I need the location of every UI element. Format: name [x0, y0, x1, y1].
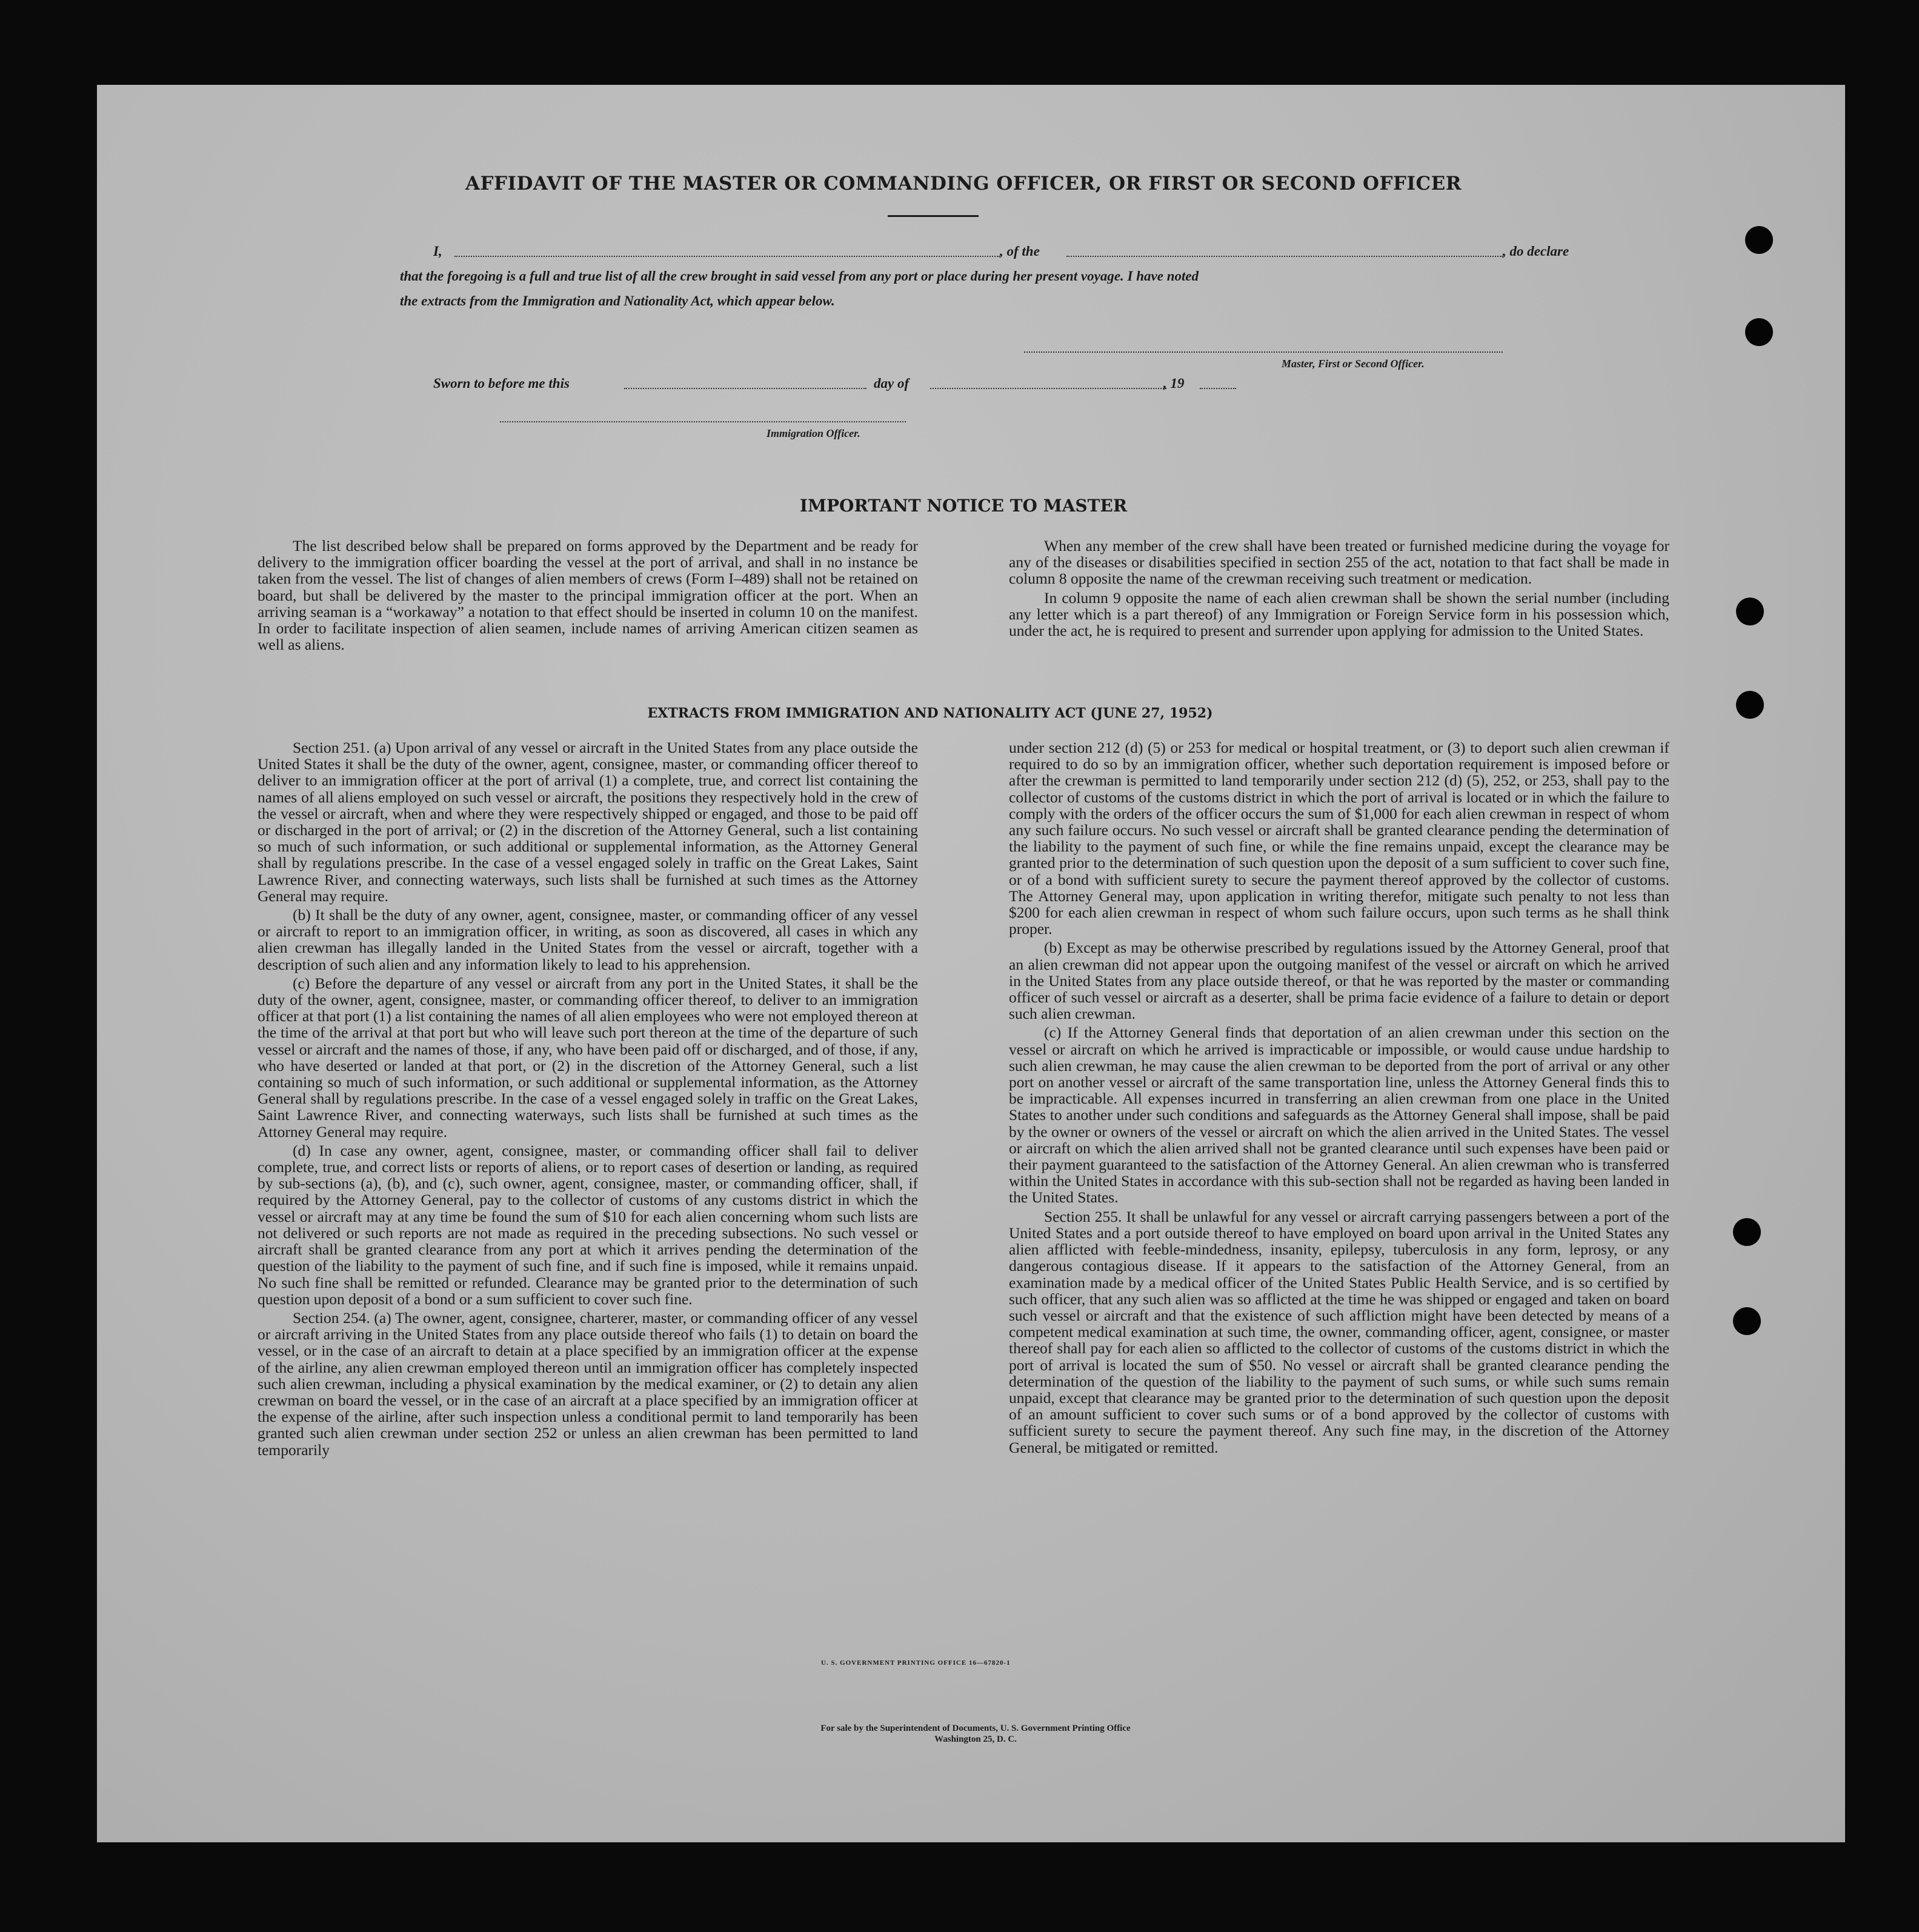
section-255: Section 255. It shall be unlawful for any vessel or aircraft carrying passengers between a port of the United States and a port outside thereof to have employed on board upon arrival in the United States any alien afflicted with feeble-mindedness, insanity, epilepsy, tuberculosis in any form, leprosy, or any dangerous contagious disease. If it appears to the satisfaction of the Attorney General, from an examination made by a medical officer of the United States Public Health Service, and is so certified by such officer, that any such alien was so afflicted at the time he was shipped or engaged and taken on board such vessel or aircraft and that the existence of such affliction might have been detected by means of a competent medical examination at such time, the owner, commanding officer, agent, consignee, or master thereof shall pay for each alien so afflicted to the collector of customs of the customs district in which the port of arrival is located the sum of $50. No vessel or aircraft shall be granted clearance pending the determination of the question of the liability to the payment of such sums, or while such sums remain unpaid, except that clearance may be granted prior to the determination of such question upon the deposit of an amount sufficient to cover such sums or of a bond approved by the collector of customs with sufficient surety to secure the payment thereof. Any such fine may, in the discretion of the Attorney General, be mitigated or remitted.: [1009, 1207, 1669, 1456]
document-page: [97, 85, 1845, 1842]
notice-title: IMPORTANT NOTICE TO MASTER: [799, 496, 1128, 516]
binder-hole: [1733, 1218, 1761, 1246]
binder-hole: [1736, 598, 1764, 625]
declare-i-label: I,: [433, 244, 442, 259]
notice-right-paragraph-1: When any member of the crew shall have been treated or furnished medicine during the voyage for any of the diseases or disabilities specified in section 255 of the act, notation to that fact shall be made in column 8 opposite the name of the crewman receiving such treatment or medication.: [1009, 537, 1669, 588]
binder-hole: [1733, 1307, 1761, 1335]
name-blank: [454, 256, 1000, 257]
section-251-b: (b) It shall be the duty of any owner, agent, consignee, master, or commanding officer of any vessel or aircraft to report to an immigration officer, in writing, as soon as discovered, all cases in which any alien crewman has illegally landed in the United States from the vessel or aircraft, together with a description of such alien and any information likely to lead to his apprehension.: [258, 906, 918, 973]
year-label: , 19: [1163, 376, 1185, 391]
sale-notice-line-1: For sale by the Superintendent of Documents, U. S. Government Printing Office: [820, 1724, 1131, 1733]
section-251-a: Section 251. (a) Upon arrival of any vessel or aircraft in the United States from any place outside the United States it shall be the duty of the owner, agent, consignee, master, or commanding officer thereof to deliver to an immigration officer at the port of arrival (1) a complete, true, and correct list containing the names of all aliens employed on such vessel or aircraft, the positions they respectively hold in the crew of the vessel or aircraft, when and where they were respectively shipped or engaged, and those to be paid off or discharged in the port of arrival; or (2) in the discretion of the Attorney General, such a list containing so much of such information, or such additional or supplemental information, as the Attorney General shall by regulations prescribe. In the case of a vessel engaged solely in traffic on the Great Lakes, Saint Lawrence River, and connecting waterways, such lists shall be furnished at such times as the Attorney General may require.: [258, 739, 918, 905]
year-blank: [1200, 388, 1236, 389]
section-254-b: (b) Except as may be otherwise prescribed by regulations issued by the Attorney General, proof that an alien crewman did not appear upon the outgoing manifest of the vessel or aircraft on which he arrived in the United States from any place outside thereof, or that he was reported by the master or commanding officer of such vessel or aircraft as a deserter, shall be prima facie evidence of a failure to detain or deport such alien crewman.: [1009, 939, 1669, 1023]
section-254-c: (c) If the Attorney General finds that deportation of an alien crewman under this section on the vessel or aircraft on which he arrived is impracticable or impossible, or would cause undue hardship to such alien crewman, he may cause the alien crewman to be deported from the port of arrival or any other port on another vessel or aircraft of the same transportation line, unless the Attorney General finds this to be impracticable. All expenses incurred in transferring an alien crewman from one place in the United States to another under such conditions and safeguards as the Attorney General shall impose, shall be paid by the owner or owners of the vessel or aircraft on which the alien arrived in the United States. The vessel or aircraft on which the alien arrived shall not be granted clearance until such expenses have been paid or their payment guaranteed to the satisfaction of the Attorney General. An alien crewman who is transferred within the United States in accordance with this sub-section shall not be regarded as having been landed in the United States.: [1009, 1024, 1669, 1207]
binder-hole: [1736, 691, 1764, 719]
binder-hole: [1745, 226, 1773, 254]
master-signature-line: [1024, 351, 1503, 353]
day-blank: [624, 388, 866, 389]
notice-left-column: [258, 538, 918, 655]
notice-right-column: [1009, 538, 1669, 641]
master-label: Master, First or Second Officer.: [1282, 358, 1425, 370]
sworn-label: Sworn to before me this: [433, 376, 570, 391]
sale-notice: [703, 1723, 1248, 1745]
binder-hole: [1745, 318, 1773, 346]
month-blank: [930, 388, 1166, 389]
section-254-a-cont: under section 212 (d) (5) or 253 for medical or hospital treatment, or (3) to deport such alien crewman if required to do so by an immigration officer, whether such deportation requirement is imposed before or after the crewman is permitted to land temporarily under section 212 (d) (5), 252, or 253, shall pay to the collector of customs of the customs district in which the port of arrival is located or in which the failure to comply with the orders of the officer occurs the sum of $1,000 for each alien crewman in respect of whom any such failure occurs. No such vessel or aircraft shall be granted clearance pending the determination of the liability to the payment of such fine, or while the fine remains unpaid, except the clearance may be granted prior to the determination of such question upon the deposit of a sum sufficient to cover such fine, or of a bond with sufficient surety to secure the payment thereof approved by the collector of customs. The Attorney General may, upon application in writing therefor, mitigate such penalty to not less than $200 for each alien crewman in respect of whom such failure occurs, upon such terms as he shall think proper.: [1009, 739, 1669, 938]
extracts-right-column: [1009, 739, 1669, 1458]
sale-notice-line-2: Washington 25, D. C.: [934, 1734, 1017, 1744]
of-the-label: , of the: [1000, 244, 1040, 259]
section-254-a: Section 254. (a) The owner, agent, consignee, charterer, master, or commanding officer of any vessel or aircraft arriving in the United States from any place outside thereof who fails (1) to detain on board the vessel, or in the case of an aircraft to detain at a place specified by an immigration officer at the expense of the airline, any alien crewman employed thereon until an immigration officer has completely inspected such alien crewman, including a physical examination by the medical examiner, or (2) to detain any alien crewman on board the vessel, or in the case of an aircraft at a place specified by an immigration officer at the expense of the airline, after such inspection unless a conditional permit to land temporarily has been granted such alien crewman under section 252 or unless an alien crewman has been permitted to land temporarily: [258, 1308, 918, 1459]
officer-label: Immigration Officer.: [767, 427, 860, 439]
section-251-c: (c) Before the departure of any vessel or aircraft from any port in the United States, it shall be the duty of the owner, agent, consignee, master, or commanding officer thereof, to deliver to an immigration officer at that port (1) a list containing the names of all alien employees who were not employed thereon at the time of the arrival at that port but who will leave such port thereon at the time of the departure of such vessel or aircraft and the names of those, if any, who have been paid off or discharged, and of those, if any, who have deserted or landed at that port, or (2) in the discretion of the Attorney General, such a list containing so much of such information, or such additional or supplemental information, as the Attorney General shall by regulations prescribe. In the case of a vessel engaged solely in traffic on the Great Lakes, Saint Lawrence River, and connecting waterways, such lists shall be furnished at such times as the Attorney General may require.: [258, 974, 918, 1141]
declaration-text-2: the extracts from the Immigration and Nationality Act, which appear below.: [400, 293, 835, 308]
extracts-left-column: [258, 739, 918, 1461]
vessel-blank: [1066, 256, 1503, 257]
day-of-label: day of: [874, 376, 910, 391]
extracts-title: EXTRACTS FROM IMMIGRATION AND NATIONALITY ACT (JUNE 27, 1952): [647, 705, 1213, 721]
title-underline: [888, 215, 979, 217]
notice-left-paragraph: The list described below shall be prepared on forms approved by the Department and be ready for delivery to the immigration officer boarding the vessel at the port of arrival, and shall in no instance be taken from the vessel. The list of changes of alien members of crews (Form I–489) shall not be retained on board, but shall be delivered by the master to the principal immigration officer at the port. When an arriving seaman is a “workaway” a notation to that effect should be inserted in column 10 on the manifest. In order to facilitate inspection of alien seamen, include names of arriving American citizen seamen as well as aliens.: [258, 537, 918, 654]
printing-office-line: U. S. GOVERNMENT PRINTING OFFICE 16—67820-1: [821, 1659, 1011, 1667]
section-251-d: (d) In case any owner, agent, consignee, master, or commanding officer shall fail to deliver complete, true, and correct lists or reports of aliens, or to report cases of desertion or landing, as required by sub-sections (a), (b), and (c), such owner, agent, consignee, master, or commanding officer, shall, if required by the Attorney General, pay to the collector of customs of any customs district in which the vessel or aircraft may at any time be found the sum of $10 for each alien concerning whom such lists are not delivered or such reports are not made as required in the preceding subsections. No such vessel or aircraft shall be granted clearance from any port at which it arrives pending the determination of the question of the liability to the payment of such fine, and if such fine is imposed, while it remains unpaid. No such fine shall be remitted or refunded. Clearance may be granted prior to the determination of such question upon deposit of a bond or a sum sufficient to cover such fine.: [258, 1141, 918, 1308]
do-declare-label: , do declare: [1503, 244, 1569, 259]
declaration-text-1: that the foregoing is a full and true list of all the crew brought in said vessel from any port or place during her present voyage. I have noted: [400, 268, 1199, 284]
notice-right-paragraph-2: In column 9 opposite the name of each alien crewman shall be shown the serial number (including any letter which is a part thereof) of any Immigration or Foreign Service form in his possession which, under the act, he is required to present and surrender upon applying for admission to the United States.: [1009, 588, 1669, 640]
officer-signature-line: [500, 421, 906, 422]
affidavit-title: AFFIDAVIT OF THE MASTER OR COMMANDING OFFICER, OR FIRST OR SECOND OFFICER: [465, 173, 1462, 195]
